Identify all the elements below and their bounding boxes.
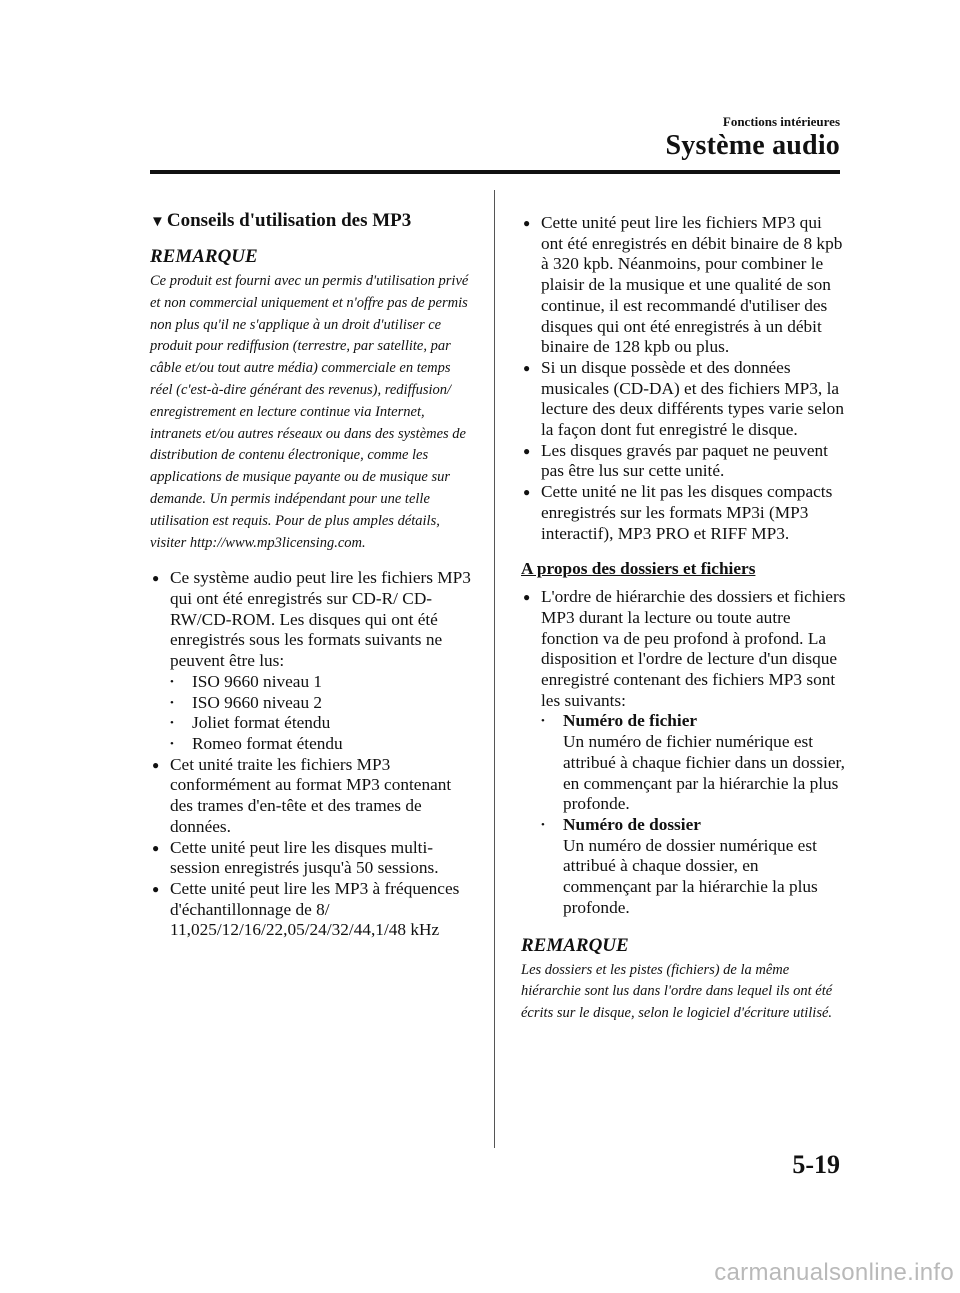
list-item: ● Cette unité peut lire les MP3 à fréquences d'échantillonnage de 8/ 11,025/12/16/22,05/24/32/44,1/48 kHz <box>152 878 460 940</box>
list-item: ● Cette unité peut lire les fichiers MP3 qui ont été enregistrés en débit binaire de 8 kpb à 320 kpb. Néanmoins, pour combiner le plaisir de la musique et une qualité de son continue, il est recommandé d'utiliser des disques qui ont été enregistrés à un débit binaire de 128 kpb ou plus. <box>523 213 843 357</box>
list-item: ● Cet unité traite les fichiers MP3 conformément au format MP3 contenant des trames d'en-tête et des trames de données. <box>152 754 452 836</box>
format-item: • Joliet format étendu <box>170 713 331 733</box>
bullet-icon: ● <box>523 216 531 230</box>
header-section-label: Fonctions intérieures <box>722 114 840 129</box>
bullet-icon: ● <box>152 571 160 586</box>
bullet-icon: • <box>541 818 545 831</box>
left-column <box>150 210 475 941</box>
watermark: carmanualsonline.info <box>714 1259 954 1286</box>
bullet-icon: • <box>541 715 545 728</box>
header-rule <box>150 170 840 174</box>
list-item: ● Cette unité ne lit pas les disques compacts enregistrés sur les formats MP3i (MP3 interactif), MP3 PRO et RIFF MP3. <box>523 482 833 543</box>
format-item: • ISO 9660 niveau 2 <box>170 692 323 712</box>
remarque-heading: REMARQUE <box>521 934 629 956</box>
bullet-icon: ● <box>523 485 531 500</box>
numbering-item <box>541 815 846 919</box>
page-number: 5-19 <box>792 1150 840 1179</box>
list-item: ● Ce système audio peut lire les fichiers MP3 qui ont été enregistrés sur CD-R/ CD-RW/CD-ROM. Les disques qui ont été enregistrés sous les formats suivants ne peuvent être lus: <box>152 568 471 671</box>
bullet-icon: ● <box>152 840 160 855</box>
format-item: • ISO 9660 niveau 1 <box>170 671 323 691</box>
subheading: A propos des dossiers et fichiers <box>521 559 756 579</box>
numbering-item-text: Un numéro de fichier numérique est attribué à chaque fichier dans un dossier, en commençant par la hiérarchie la plus profonde. <box>563 732 845 814</box>
bullet-icon: • <box>170 737 174 750</box>
remarque-text: Ce produit est fourni avec un permis d'utilisation privé et non commercial uniquement et n'offre pas de permis non plus qu'il ne s'applique à un droit d'utiliser ce produit pour rediffusion (terrestre, par satellite, par câble et/ou tout autre média) commerciale en temps réel (c'est-à-dire générant des revenus), rediffusion/ enregistrement en lecture continue via Internet, intranets et/ou autres réseaux ou dans des systèmes de distribution de contenu électronique, comme les applications de musique payante ou de musique sur demande. Un permis indépendant pour une telle utilisation est requis. Pour de plus amples détails, visiter http://www.mp3licensing.com. <box>150 273 469 551</box>
list-item: ● Cette unité peut lire les disques multi-session enregistrés jusqu'à 50 sessions. <box>152 837 439 878</box>
bullet-icon: ● <box>152 757 160 772</box>
section-title <box>150 210 475 232</box>
numbering-item-title: Numéro de dossier <box>563 814 701 834</box>
list-item: ● L'ordre de hiérarchie des dossiers et fichiers MP3 durant la lecture ou toute autre fonction va de peu profond à profond. La disposition et l'ordre de lecture d'un disque enregistré contenant des fichiers MP3 sont les suivants: <box>523 587 846 710</box>
triangle-down-icon: ▼ <box>150 214 165 230</box>
bullet-icon: ● <box>523 590 531 605</box>
bullet-icon: ● <box>523 360 531 375</box>
bullet-icon: ● <box>523 443 531 458</box>
list-item: ● Les disques gravés par paquet ne peuvent pas être lus sur cette unité. <box>523 440 828 481</box>
remarque-text: Les dossiers et les pistes (fichiers) de la même hiérarchie sont lus dans l'ordre dans lequel ils ont été écrits sur le disque, selon le logiciel d'écriture utilisé. <box>521 961 833 1022</box>
list-item: ● Si un disque possède et des données musicales (CD-DA) et des fichiers MP3, la lecture des deux différents types varie selon la façon dont fut enregistré le disque. <box>523 357 844 440</box>
numbering-item <box>541 711 846 815</box>
right-column <box>521 213 846 1025</box>
bullet-icon: ● <box>152 881 160 896</box>
section-title-text: Conseils d'utilisation des MP3 <box>166 210 412 231</box>
bullet-icon: • <box>170 696 174 709</box>
header-title: Système audio <box>665 130 840 161</box>
bullet-icon: • <box>170 675 174 688</box>
remarque-heading: REMARQUE <box>150 246 258 267</box>
bullet-icon: • <box>170 717 174 730</box>
numbering-item-text: Un numéro de dossier numérique est attribué à chaque dossier, en commençant par la hiérarchie la plus profonde. <box>563 835 818 917</box>
format-item: • Romeo format étendu <box>170 733 343 753</box>
column-divider <box>494 190 495 1148</box>
numbering-item-title: Numéro de fichier <box>563 711 698 731</box>
